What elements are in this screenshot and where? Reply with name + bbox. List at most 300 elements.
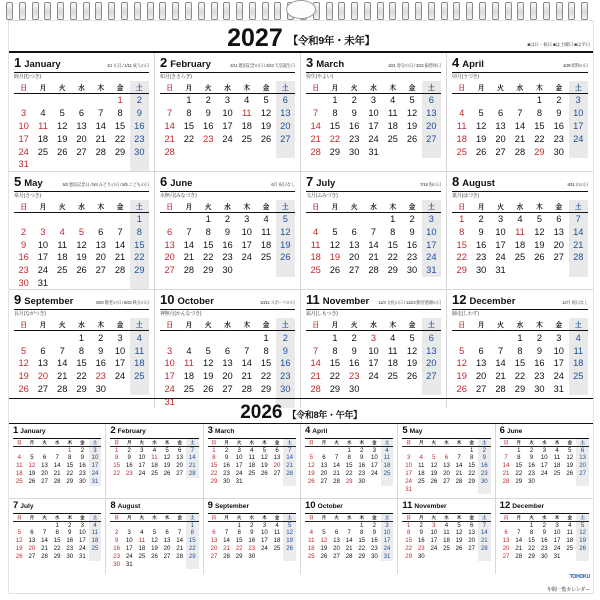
weekday-header: 日 <box>500 439 513 447</box>
day-cell: 11 <box>89 530 102 538</box>
day-cell: 11 <box>418 462 425 470</box>
month-number: 7 <box>306 173 314 189</box>
day-cell: 19 <box>163 462 171 470</box>
month-header <box>13 501 101 514</box>
day-cell: 7 <box>457 454 461 462</box>
day-cell: 26 <box>203 383 214 394</box>
weekday-header: 金 <box>402 81 421 94</box>
weekday-header: 日 <box>452 81 471 94</box>
week-row <box>160 132 295 145</box>
day-cell: 26 <box>276 251 295 264</box>
day-cell: 8 <box>237 529 241 537</box>
day-cell: 26 <box>163 469 171 477</box>
week-row <box>402 478 490 486</box>
weekday-header: 日 <box>13 439 26 447</box>
weekday-header: 木 <box>91 318 110 331</box>
day-cell: 7 <box>224 529 229 537</box>
day-cell: 29 <box>468 477 476 485</box>
day-cell: 2 <box>351 332 357 343</box>
day-cell: 23 <box>370 544 378 552</box>
month-block-2027 <box>301 53 447 172</box>
day-cell <box>538 478 551 486</box>
day-cell: 20 <box>443 469 450 477</box>
day-cell: 3 <box>406 454 411 462</box>
day-cell: 6 <box>497 108 504 119</box>
weekday-header: 日 <box>452 318 471 331</box>
footer <box>8 574 592 598</box>
day-cell: 28 <box>57 383 68 394</box>
day-cell: 6 <box>212 529 216 537</box>
day-cell: 23 <box>349 371 360 382</box>
day-cell: 8 <box>390 226 396 237</box>
day-cell <box>453 486 466 494</box>
weekday-header: 金 <box>271 514 284 522</box>
day-cell: 3 <box>127 529 131 537</box>
day-cell: 14 <box>478 530 491 538</box>
day-cell: 3 <box>432 521 436 529</box>
day-cell: 11 <box>57 239 68 250</box>
day-cell <box>325 212 344 225</box>
day-cell: 22 <box>53 544 61 552</box>
day-cell: 2 <box>360 446 364 454</box>
weekday-header: 水 <box>72 81 91 94</box>
day-cell <box>91 212 110 225</box>
spiral-ring <box>211 2 218 20</box>
spiral-ring <box>428 2 435 20</box>
day-cell: 13 <box>475 358 487 369</box>
weekday-header: 金 <box>173 439 186 447</box>
day-cell: 22 <box>210 469 218 477</box>
week-row <box>452 383 588 396</box>
week-row <box>402 486 490 494</box>
day-cell: 28 <box>164 146 175 157</box>
weekday-header: 水 <box>148 514 161 522</box>
weekday-header: 木 <box>383 318 402 331</box>
day-cell: 13 <box>333 537 340 545</box>
day-cell <box>471 94 490 107</box>
day-cell: 5 <box>457 521 461 529</box>
day-cell: 4 <box>555 446 559 454</box>
day-cell <box>422 383 441 396</box>
day-cell: 21 <box>569 238 588 251</box>
day-cell: 29 <box>260 383 272 394</box>
day-cell: 25 <box>569 370 588 383</box>
day-cell: 22 <box>113 469 121 477</box>
day-cell: 25 <box>514 252 526 263</box>
day-cell: 14 <box>223 537 230 545</box>
day-cell: 14 <box>368 239 379 250</box>
week-row <box>14 158 149 171</box>
day-cell: 17 <box>235 462 243 470</box>
day-cell: 17 <box>368 358 379 369</box>
day-cell: 30 <box>222 265 233 276</box>
day-cell: 9 <box>80 454 85 462</box>
day-cell: 16 <box>534 358 545 369</box>
weekday-header: 金 <box>173 514 186 522</box>
weekday-header: 土 <box>478 439 491 447</box>
spiral-ring <box>556 2 563 20</box>
day-cell: 15 <box>387 239 398 250</box>
day-cell: 17 <box>540 462 548 470</box>
day-cell <box>110 383 129 396</box>
day-cell: 9 <box>351 345 357 356</box>
day-cell: 31 <box>164 396 175 407</box>
spiral-ring <box>377 2 384 20</box>
day-cell: 9 <box>556 108 562 119</box>
day-cell: 11 <box>566 529 573 537</box>
day-cell: 27 <box>502 552 510 560</box>
day-cell: 18 <box>37 133 49 144</box>
month-table <box>14 318 149 395</box>
day-cell: 12 <box>28 462 36 470</box>
spiral-ring <box>505 2 512 20</box>
day-cell: 9 <box>542 529 546 537</box>
week-row <box>500 553 589 561</box>
week-row <box>110 553 198 561</box>
day-cell: 30 <box>528 477 535 485</box>
week-row <box>160 383 295 396</box>
main-year-band <box>9 21 593 53</box>
day-cell: 24 <box>138 469 146 477</box>
day-cell: 28 <box>515 552 523 560</box>
day-cell: 22 <box>66 469 74 477</box>
day-cell: 16 <box>370 537 378 545</box>
day-cell: 8 <box>517 454 521 462</box>
day-cell: 26 <box>283 545 296 553</box>
day-cell: 3 <box>555 521 559 529</box>
day-cell: 17 <box>125 544 133 552</box>
day-cell: 20 <box>475 371 487 382</box>
day-cell: 14 <box>186 455 199 463</box>
day-cell: 13 <box>176 454 184 462</box>
weekday-header: 火 <box>491 81 510 94</box>
day-cell: 12 <box>151 537 158 545</box>
day-cell <box>91 158 110 171</box>
day-cell: 30 <box>276 383 295 396</box>
weekday-header: 火 <box>38 439 51 447</box>
day-cell: 18 <box>456 133 467 144</box>
month-note: 5/3 憲法記念日 / 5/4 みどりの日 / 5/5 こどもの日 <box>62 181 149 187</box>
month-block-2027 <box>301 290 447 408</box>
spiral-ring <box>185 2 192 20</box>
weekday-header: 火 <box>345 318 364 331</box>
day-cell: 14 <box>283 455 296 463</box>
week-row <box>160 145 295 158</box>
day-cell: 24 <box>125 552 133 560</box>
day-cell: 5 <box>30 454 34 462</box>
month-number: 12 <box>499 500 511 511</box>
day-cell: 26 <box>76 265 87 276</box>
day-cell: 4 <box>140 529 144 537</box>
weekday-header: 日 <box>452 200 471 213</box>
week-row <box>160 331 295 344</box>
weekday-header: 月 <box>179 318 198 331</box>
day-cell <box>160 94 179 107</box>
day-cell <box>199 145 218 158</box>
day-cell: 24 <box>430 544 438 552</box>
day-cell: 24 <box>18 146 29 157</box>
day-cell: 21 <box>515 544 523 552</box>
day-cell: 18 <box>57 252 68 263</box>
day-cell: 27 <box>475 383 487 394</box>
weekday-header: 木 <box>530 81 549 94</box>
week-row <box>14 120 149 133</box>
day-cell: 26 <box>320 552 328 560</box>
day-cell: 14 <box>345 537 353 545</box>
day-cell <box>576 478 589 486</box>
spiral-ring <box>198 2 205 20</box>
day-cell: 6 <box>469 521 474 529</box>
day-cell: 11 <box>16 462 23 470</box>
day-cell: 29 <box>203 265 214 276</box>
day-cell: 6 <box>167 226 173 237</box>
weekday-header: 金 <box>76 514 89 522</box>
weekday-header: 月 <box>318 514 331 522</box>
day-cell: 24 <box>235 469 243 477</box>
month-block-2026 <box>106 499 203 574</box>
day-cell: 11 <box>456 120 467 131</box>
day-cell: 23 <box>113 552 121 560</box>
day-cell: 16 <box>66 537 74 545</box>
day-cell <box>283 553 296 561</box>
weekday-header: 月 <box>415 439 428 447</box>
day-cell: 9 <box>536 345 542 356</box>
weekday-header: 土 <box>422 200 441 213</box>
day-cell: 31 <box>125 560 133 568</box>
spiral-ring <box>441 2 448 20</box>
day-cell: 2 <box>556 95 562 106</box>
month-note: 1/1 元日 / 1/11 成人の日 <box>106 63 149 68</box>
weekday-header: 日 <box>110 439 123 447</box>
month-block-2026 <box>204 424 301 499</box>
week-row <box>306 120 441 133</box>
month-name: April <box>312 428 328 435</box>
day-cell: 16 <box>130 120 149 133</box>
weekday-header: 金 <box>368 514 381 522</box>
day-cell: 22 <box>387 252 398 263</box>
day-cell: 8 <box>459 226 465 237</box>
week-row <box>306 145 441 158</box>
day-cell <box>91 277 110 290</box>
day-cell: 22 <box>329 371 341 382</box>
day-cell: 9 <box>409 226 415 237</box>
weekday-header: 金 <box>256 81 275 94</box>
day-cell: 8 <box>469 454 474 462</box>
month-table <box>110 439 198 478</box>
day-cell: 17 <box>164 371 175 382</box>
day-cell: 27 <box>333 552 340 560</box>
day-cell: 30 <box>553 146 564 157</box>
day-cell: 23 <box>203 133 214 144</box>
day-cell: 26 <box>261 469 268 477</box>
day-cell: 22 <box>515 469 523 477</box>
month-name: October <box>177 296 214 308</box>
day-cell: 25 <box>456 146 467 157</box>
day-cell: 18 <box>151 462 158 470</box>
day-cell: 30 <box>417 552 425 560</box>
day-cell: 12 <box>475 120 487 131</box>
month-name: June <box>506 428 523 435</box>
weekday-header: 日 <box>306 200 325 213</box>
day-cell: 15 <box>114 120 126 131</box>
weekday-header: 金 <box>368 439 381 447</box>
month-number: 6 <box>499 425 505 436</box>
week-row <box>306 331 441 344</box>
day-cell: 12 <box>15 537 23 545</box>
day-cell: 21 <box>333 469 340 477</box>
day-cell: 4 <box>459 108 465 119</box>
day-cell: 19 <box>406 358 418 369</box>
day-cell: 1 <box>237 521 241 529</box>
month-block-2026 <box>204 499 301 574</box>
day-cell: 10 <box>125 537 133 545</box>
day-cell <box>569 264 588 277</box>
week-row <box>14 145 149 158</box>
week-row <box>452 251 588 264</box>
weekday-header: 土 <box>569 81 588 94</box>
month-name: January <box>20 428 46 435</box>
weekday-header: 金 <box>256 318 275 331</box>
day-cell <box>33 158 52 171</box>
day-cell: 21 <box>495 371 506 382</box>
day-cell: 30 <box>540 552 548 560</box>
month-header <box>14 175 149 192</box>
legend-note: ■は日・祝日 ■は土曜日 ■は平日 <box>527 42 590 47</box>
day-cell: 7 <box>186 226 192 237</box>
month-header <box>305 501 393 514</box>
day-cell <box>478 486 491 494</box>
day-cell: 14 <box>176 537 184 545</box>
day-cell: 30 <box>358 477 366 485</box>
day-cell: 7 <box>244 345 250 356</box>
month-block-2027 <box>9 172 155 291</box>
day-cell: 13 <box>576 455 589 463</box>
day-cell: 5 <box>59 108 65 119</box>
day-cell: 7 <box>177 529 182 537</box>
day-cell: 16 <box>358 462 366 470</box>
day-cell: 17 <box>89 463 102 471</box>
day-cell: 12 <box>534 226 545 237</box>
day-cell: 5 <box>17 529 21 537</box>
month-number: 6 <box>160 173 168 189</box>
day-cell: 7 <box>347 529 351 537</box>
day-cell <box>33 212 52 225</box>
day-cell: 20 <box>422 357 441 370</box>
day-cell: 24 <box>569 132 588 145</box>
day-cell: 16 <box>349 120 360 131</box>
day-cell: 10 <box>569 107 588 120</box>
day-cell: 12 <box>261 454 268 462</box>
day-cell <box>306 94 325 107</box>
month-name: April <box>462 59 484 70</box>
day-cell: 16 <box>406 239 418 250</box>
day-cell: 13 <box>41 462 48 470</box>
weekday-header: 日 <box>306 81 325 94</box>
day-cell: 5 <box>332 226 338 237</box>
day-cell: 21 <box>310 371 321 382</box>
weekday-header: 水 <box>538 439 551 447</box>
day-cell: 15 <box>358 537 366 545</box>
weekday-header: 月 <box>220 439 233 447</box>
day-cell: 2 <box>372 521 377 529</box>
weekday-header: 水 <box>218 81 237 94</box>
week-row <box>306 94 441 107</box>
day-cell: 20 <box>37 371 49 382</box>
month-header <box>14 56 149 73</box>
day-cell: 9 <box>276 344 295 357</box>
weekday-header: 水 <box>148 439 161 447</box>
day-cell: 27 <box>76 146 87 157</box>
day-cell: 10 <box>222 108 233 119</box>
weekday-header: 火 <box>199 318 218 331</box>
week-row <box>452 94 588 107</box>
day-cell: 16 <box>475 239 487 250</box>
day-cell: 11 <box>381 455 394 463</box>
day-cell: 25 <box>57 265 68 276</box>
week-row <box>14 331 149 344</box>
day-cell: 19 <box>276 238 295 251</box>
day-cell <box>14 212 33 225</box>
day-cell: 21 <box>502 469 510 477</box>
weekday-header: 月 <box>33 81 52 94</box>
weekday-header: 日 <box>14 318 33 331</box>
day-cell: 3 <box>80 521 85 529</box>
day-cell: 19 <box>283 538 296 546</box>
day-cell: 1 <box>332 332 338 343</box>
month-header <box>14 293 149 310</box>
day-cell: 30 <box>349 146 360 157</box>
day-cell: 31 <box>78 552 86 560</box>
day-cell: 25 <box>443 544 450 552</box>
month-table <box>306 200 441 277</box>
month-japanese-name: 神無月(かんなづき) <box>160 311 202 318</box>
day-cell: 7 <box>98 108 104 119</box>
month-number: 2 <box>160 55 168 70</box>
day-cell <box>237 331 256 344</box>
month-table <box>208 439 296 486</box>
month-note: 7/19 海の日 <box>420 181 441 187</box>
day-cell: 6 <box>422 331 441 344</box>
day-cell: 5 <box>263 95 269 106</box>
weekday-header: 木 <box>355 439 368 447</box>
day-cell: 17 <box>553 358 564 369</box>
day-cell: 27 <box>553 252 564 263</box>
day-cell: 19 <box>18 371 29 382</box>
day-cell: 20 <box>273 462 281 470</box>
day-cell <box>53 212 72 225</box>
day-cell: 21 <box>478 538 491 546</box>
day-cell: 1 <box>529 521 534 529</box>
day-cell: 4 <box>59 226 65 237</box>
spiral-ring <box>492 2 499 20</box>
day-cell: 14 <box>502 462 510 470</box>
day-cell: 11 <box>310 239 321 250</box>
day-cell: 27 <box>422 132 441 145</box>
month-header <box>160 56 295 73</box>
day-cell: 25 <box>381 470 394 478</box>
day-cell <box>33 94 52 107</box>
day-cell: 18 <box>260 239 272 250</box>
day-cell: 30 <box>223 477 230 485</box>
day-cell: 27 <box>349 265 360 276</box>
day-cell: 25 <box>241 133 252 144</box>
day-cell: 13 <box>502 537 510 545</box>
weekday-header: 火 <box>53 200 72 213</box>
month-name: December <box>469 296 516 308</box>
month-header <box>110 501 198 514</box>
day-cell: 2 <box>224 214 231 225</box>
week-row <box>160 225 295 238</box>
